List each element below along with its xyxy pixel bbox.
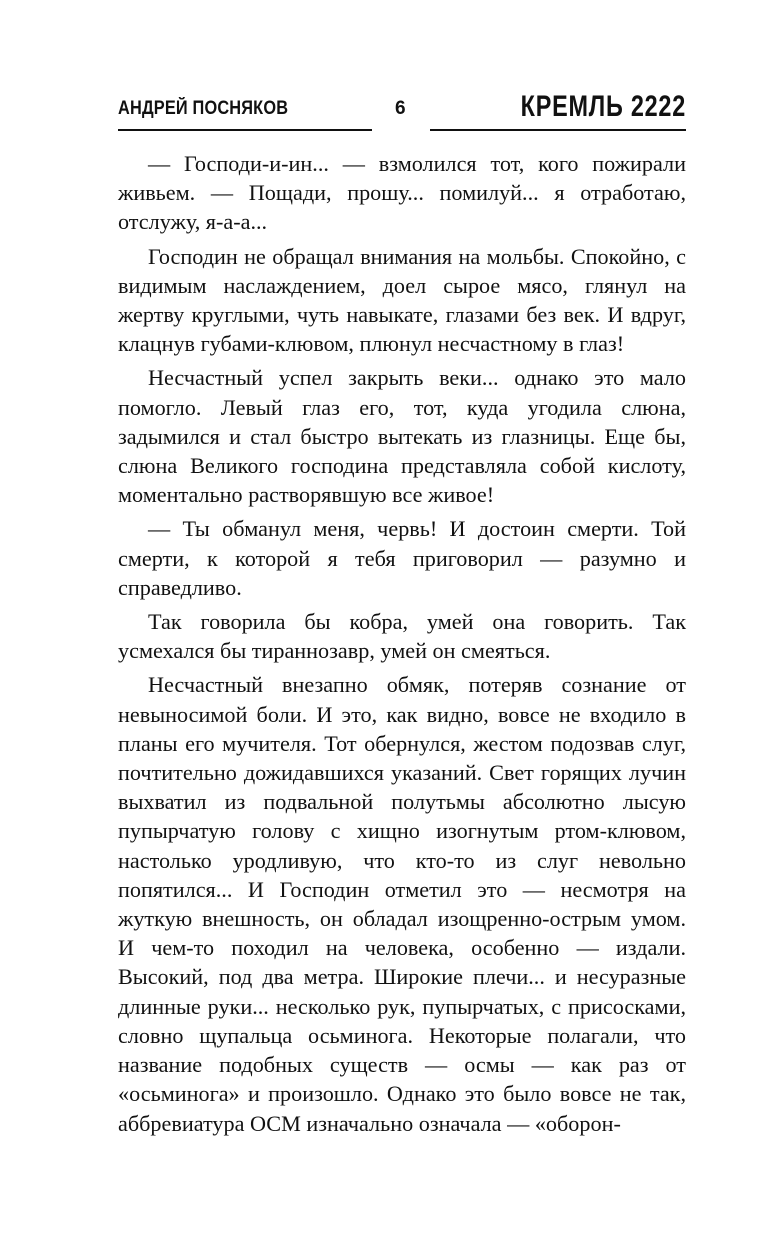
author-name: АНДРЕЙ ПОСНЯКОВ: [118, 98, 289, 119]
paragraph: Несчастный успел закрыть веки... однако это мало помогло. Левый глаз его, тот, куда угодила слюна, задымился и стал быстро вытекать из глазницы. Еще бы, слюна Великого господина представляла собой кислоту, моментально растворявшую все живое!: [118, 365, 686, 508]
book-title: КРЕМЛЬ 2222: [520, 90, 686, 123]
body-text: [118, 149, 686, 1138]
page-number: 6: [395, 98, 406, 119]
header-rule-right: [430, 129, 686, 131]
paragraph: — Господи-и-ин... — взмолился тот, кого пожирали живьем. — Пощади, прошу... помилуй... я отработаю, отслужу, я-а-а...: [118, 151, 686, 235]
header-rule-left: [118, 129, 372, 131]
paragraph: Господин не обращал внимания на мольбы. Спокойно, с видимым наслаждением, доел сырое мясо, глянул на жертву круглыми, чуть навыкате, глазами без век. И вдруг, клацнув губами-клювом, плюнул несчастному в глаз!: [118, 243, 686, 357]
paragraph: Так говорила бы кобра, умей она говорить. Так усмехался бы тираннозавр, умей он смеяться.: [118, 609, 686, 664]
running-header: [0, 0, 768, 140]
paragraph: — Ты обманул меня, червь! И достоин смерти. Той смерти, к которой я тебя приговорил — разумно и справедливо.: [118, 516, 686, 600]
paragraph: Несчастный внезапно обмяк, потеряв сознание от невыносимой боли. И это, как видно, вовсе не входило в планы его мучителя. Тот обернулся, жестом подозвав слуг, почтительно дожидавшихся указаний. Свет горящих лучин выхватил из подвальной полутьмы абсолютно лысую пупырчатую голову с хищно изогнутым ртом-клювом, настолько уродливую, что кто-то из слуг невольно попятился... И Господин отметил это — несмотря на жуткую внешность, он обладал изощренно-острым умом. И чем-то походил на человека, особенно — издали. Высокий, под два метра. Широкие плечи... и несуразные длинные руки... несколько рук, пупырчатых, с присосками, словно щупальца осьминога. Некоторые полагали, что название подобных существ — осмы — как раз от «осьминога» и произошло. Однако это было вовсе не так, аббревиатура ОСМ изначально означала — «оборон-: [118, 672, 686, 1136]
